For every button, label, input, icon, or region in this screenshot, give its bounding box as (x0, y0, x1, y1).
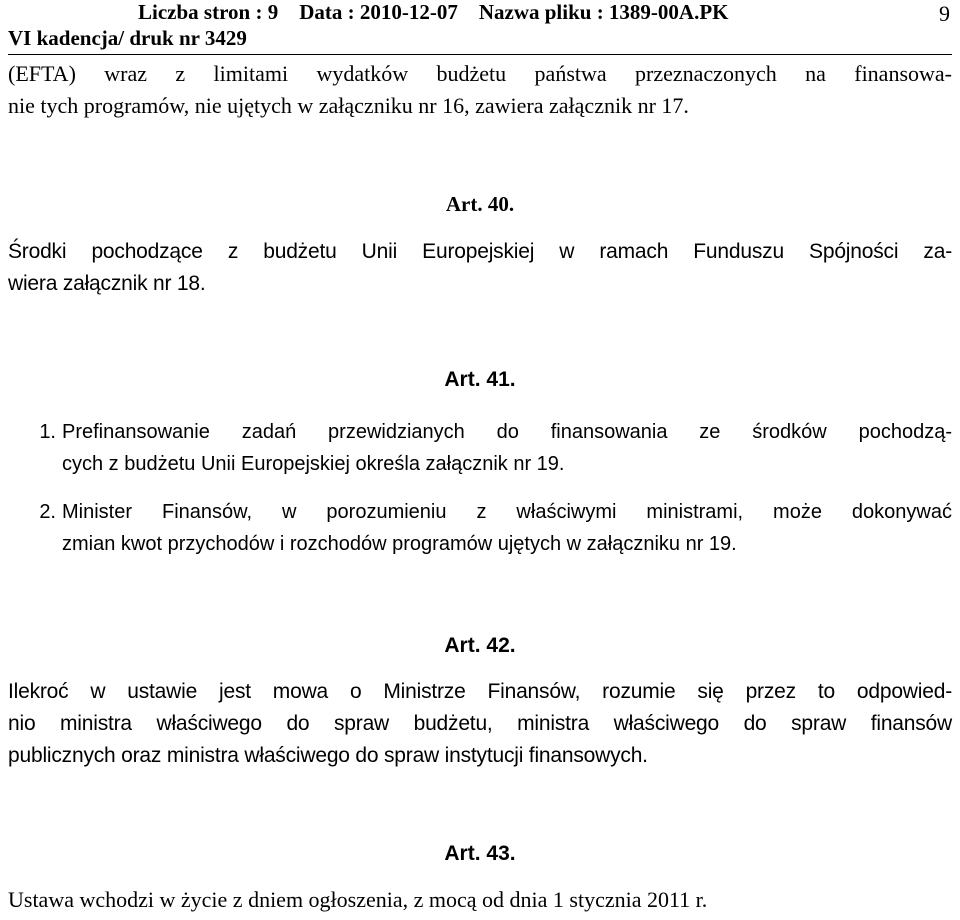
article-43-paragraph (8, 884, 952, 916)
article-42-line-2: nio ministra właściwego do spraw budżetu, ministra właściwego do spraw finansów (8, 712, 952, 735)
article-41-title: Art. 41. (444, 368, 516, 391)
intro-line-1: (EFTA) wraz z limitami wydatków budżetu państwa przeznaczonych na finansowa- (8, 61, 952, 86)
article-41-item-2 (8, 496, 952, 560)
article-41-item-1-line-1: Prefinansowanie zadań przewidzianych do finansowania ze środków pochodzą- (62, 421, 952, 443)
article-41-item-2-line-2: zmian kwot przychodów i rozchodów programów ujętych w załączniku nr 19. (62, 533, 737, 555)
article-41-item-1 (8, 416, 952, 480)
article-42-paragraph (8, 676, 952, 772)
article-41-item-2-number: 2. (39, 501, 56, 523)
article-43-title: Art. 43. (444, 842, 516, 865)
article-42-line-1: Ilekroć w ustawie jest mowa o Ministrze Finansów, rozumie się przez to odpowied- (8, 680, 952, 703)
article-42-title: Art. 42. (444, 634, 516, 657)
article-41-item-1-line-2: cych z budżetu Unii Europejskiej określa załącznik nr 19. (62, 453, 565, 475)
header-metadata: Liczba stron : 9 Data : 2010-12-07 Nazwa pliku : 1389-00A.PK (138, 0, 729, 24)
article-40-line-1: Środki pochodzące z budżetu Unii Europejskiej w ramach Funduszu Spójności za- (8, 240, 952, 263)
article-42-line-3: publicznych oraz ministra właściwego do spraw instytucji finansowych. (8, 744, 648, 767)
intro-line-2: nie tych programów, nie ujętych w załączniku nr 16, zawiera załącznik nr 17. (8, 93, 689, 118)
article-41-item-1-number: 1. (39, 421, 56, 443)
article-43-line-1: Ustawa wchodzi w życie z dniem ogłoszenia, z mocą od dnia 1 stycznia 2011 r. (8, 887, 708, 912)
article-40-title: Art. 40. (445, 192, 515, 216)
article-40-paragraph (8, 236, 952, 300)
intro-paragraph (8, 58, 952, 122)
page-header (8, 0, 952, 56)
header-divider (8, 54, 952, 55)
article-41-item-2-line-1: Minister Finansów, w porozumieniu z właściwymi ministrami, może dokonywać (62, 501, 952, 523)
header-print-number: VI kadencja/ druk nr 3429 (8, 26, 247, 50)
article-40-line-2: wiera załącznik nr 18. (8, 272, 206, 295)
page-number: 9 (939, 1, 950, 26)
